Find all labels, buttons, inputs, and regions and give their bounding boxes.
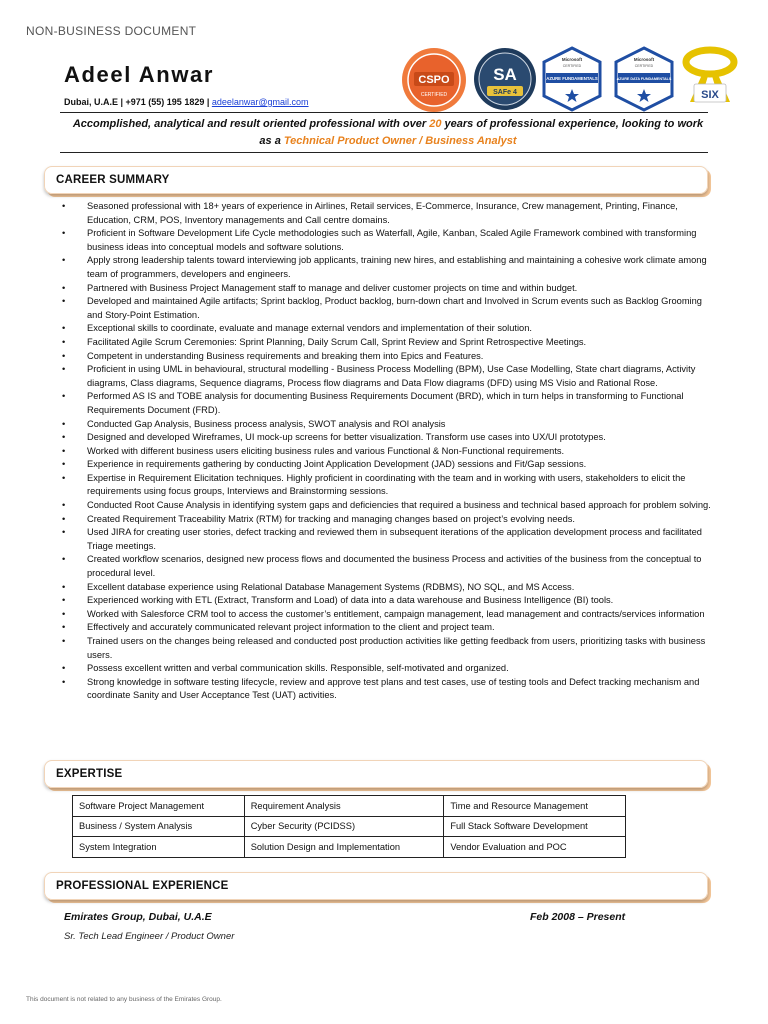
footer-disclaimer: This document is not related to any business of the Emirates Group. [26, 996, 222, 1003]
expertise-row [73, 816, 626, 837]
expertise-cell: Solution Design and Implementation [244, 837, 444, 858]
job-role: Sr. Tech Lead Engineer / Product Owner [64, 931, 235, 942]
career-summary-header [44, 166, 708, 194]
summary-item: • Created workflow scenarios, designed new process flows and documented the business Process and activities of the business from the conceptual to procedural level. [62, 553, 712, 580]
expertise-row [73, 837, 626, 858]
summary-item: • Experience in requirements gathering by conducting Joint Application Development (JAD) sessions and Fit/Gap sessions. [62, 458, 712, 472]
azure-data-vendor: Microsoft [633, 57, 655, 62]
document-classification: NON-BUSINESS DOCUMENT [26, 24, 197, 38]
azure-data-title: AZURE DATA FUNDAMENTALS [616, 77, 672, 81]
six-sigma-text: SIX [701, 89, 719, 101]
summary-item: • Performed AS IS and TOBE analysis for documenting Business Requirements Document (BRD), which in turn helps in transforming to Functional Requirements Document (FRD). [62, 390, 712, 417]
summary-item: • Trained users on the changes being released and conducted post production activities like getting feedback from users, prioritizing tasks with business users. [62, 635, 712, 662]
contact-details: Dubai, U.A.E | +971 (55) 195 1829 | [64, 97, 212, 107]
summary-item: • Created Requirement Traceability Matrix (RTM) for tracking and managing changes based on project’s evolving needs. [62, 513, 712, 527]
email-link[interactable]: adeelanwar@gmail.com [211, 97, 309, 107]
expertise-row [73, 796, 626, 817]
expertise-table [72, 795, 626, 858]
contact-line [64, 97, 309, 107]
summary-item: • Proficient in using UML in behavioural, structural modelling - Business Process Modelling (BPM), Use Case Modelling, State chart diagrams, Activity diagrams, Class diagrams, Sequence diagrams, Process flow diagrams and Data Flow diagrams (DFD) using MS Visio and Rational Rose. [62, 363, 712, 390]
experience-header [44, 872, 708, 900]
summary-item: • Strong knowledge in software testing lifecycle, review and approve test plans and test cases, use of testing tools and Defect tracking mechanism and coordinate Sanity and User Acceptance Test (UAT) activities. [62, 676, 712, 703]
safe-badge-icon [472, 46, 538, 112]
expertise-cell: Software Project Management [73, 796, 245, 817]
summary-item: • Expertise in Requirement Elicitation techniques. Highly proficient in coordinating with the team and in working with users, stakeholders to elicit the requirements using focus groups, Interviews and Brainstorming sessions. [62, 472, 712, 499]
summary-item: • Possess excellent written and verbal communication skills. Responsible, self-motivated and organized. [62, 662, 712, 676]
summary-item: • Facilitated Agile Scrum Ceremonies: Sprint Planning, Daily Scrum Call, Sprint Review and Sprint Retrospective Meetings. [62, 336, 712, 350]
tagline-part2: years of professional experience, looking to work [441, 118, 704, 130]
azure-fund-level: CERTIFIED [562, 64, 582, 68]
expertise-cell: Time and Resource Management [444, 796, 626, 817]
header-rule-top [60, 112, 708, 113]
summary-item: • Conducted Gap Analysis, Business process analysis, SWOT analysis and ROI analysis [62, 418, 712, 432]
summary-item: • Apply strong leadership talents toward interviewing job applicants, training new hires, and establishing and maintaining a cohesive work climate among team of programmers, developers and engineers. [62, 254, 712, 281]
azure-fundamentals-badge-icon [540, 46, 604, 112]
career-summary-title: CAREER SUMMARY [56, 174, 170, 186]
expertise-cell: Cyber Security (PCIDSS) [244, 816, 444, 837]
tagline-part1: Accomplished, analytical and result oriented professional with over [72, 118, 430, 130]
expertise-cell: Requirement Analysis [244, 796, 444, 817]
summary-item: • Competent in understanding Business requirements and breaking them into Epics and Features. [62, 350, 712, 364]
azure-fund-title: AZURE FUNDAMENTALS [546, 76, 598, 81]
tagline-part3: as a [259, 135, 284, 147]
summary-item: • Designed and developed Wireframes, UI mock-up screens for better visualization. Transform use cases into UX/UI prototypes. [62, 431, 712, 445]
azure-data-level: CERTIFIED [634, 64, 654, 68]
cspo-badge-icon [400, 46, 468, 114]
six-sigma-belt-icon [680, 46, 740, 108]
summary-item: • Experienced working with ETL (Extract, Transform and Load) of data into a data warehouse and Business Intelligence (BI) tools. [62, 594, 712, 608]
summary-item: • Excellent database experience using Relational Database Management Systems (RDBMS), NO SQL, and MS Access. [62, 581, 712, 595]
expertise-cell: Business / System Analysis [73, 816, 245, 837]
summary-item: • Seasoned professional with 18+ years of experience in Airlines, Retail services, E-Commerce, Insurance, Crew management, Printing, Finance, Education, CRM, POS, Inventory managements and Call centre domains. [62, 200, 712, 227]
expertise-cell: Full Stack Software Development [444, 816, 626, 837]
summary-item: • Proficient in Software Development Life Cycle methodologies such as Waterfall, Agile, Kanban, Scaled Agile Framework combined with transforming business ideas into conceptual models and software solutions. [62, 227, 712, 254]
tagline-role: Technical Product Owner / Business Analyst [283, 135, 517, 147]
candidate-name: Adeel Anwar [64, 62, 215, 87]
experience-title: PROFESSIONAL EXPERIENCE [56, 880, 229, 892]
expertise-cell: Vendor Evaluation and POC [444, 837, 626, 858]
expertise-title: EXPERTISE [56, 768, 123, 780]
tagline-years: 20 [429, 118, 442, 130]
cspo-badge-text: CSPO [418, 74, 450, 86]
safe-badge-sub: SAFe 4 [493, 89, 517, 96]
header-rule-bottom [60, 152, 708, 153]
summary-item: • Worked with Salesforce CRM tool to access the customer’s entitlement, campaign management, lead management and contracts/services information [62, 608, 712, 622]
summary-item: • Exceptional skills to coordinate, evaluate and manage external vendors and implementation of their solution. [62, 322, 712, 336]
expertise-header [44, 760, 708, 788]
safe-badge-text: SA [493, 65, 517, 84]
summary-item: • Partnered with Business Project Management staff to manage and deliver customer projects on time and within budget. [62, 282, 712, 296]
job-dates: Feb 2008 – Present [530, 911, 626, 923]
job-company: Emirates Group, Dubai, U.A.E [64, 911, 212, 923]
summary-item: • Worked with different business users eliciting business rules and various Functional & Non-Functional requirements. [62, 445, 712, 459]
azure-fund-vendor: Microsoft [561, 57, 583, 62]
summary-item: • Used JIRA for creating user stories, defect tracking and reviewed them in subsequent iterations of the application development process and facilitated Triage meetings. [62, 526, 712, 553]
expertise-cell: System Integration [73, 837, 245, 858]
cspo-badge-sub: CERTIFIED [420, 92, 448, 98]
azure-data-badge-icon [612, 46, 676, 112]
summary-item: • Conducted Root Cause Analysis in identifying system gaps and deficiencies that required a business and technical based approach for problem solving. [62, 499, 712, 513]
summary-item: • Developed and maintained Agile artifacts; Sprint backlog, Product backlog, burn-down chart and Involved in Scrum events such as Backlog Grooming and Story-Point Estimation. [62, 295, 712, 322]
professional-tagline [56, 116, 720, 150]
career-summary-list [62, 200, 712, 703]
summary-item: • Effectively and accurately communicated relevant project information to the client and project team. [62, 621, 712, 635]
certification-badges [400, 46, 740, 116]
